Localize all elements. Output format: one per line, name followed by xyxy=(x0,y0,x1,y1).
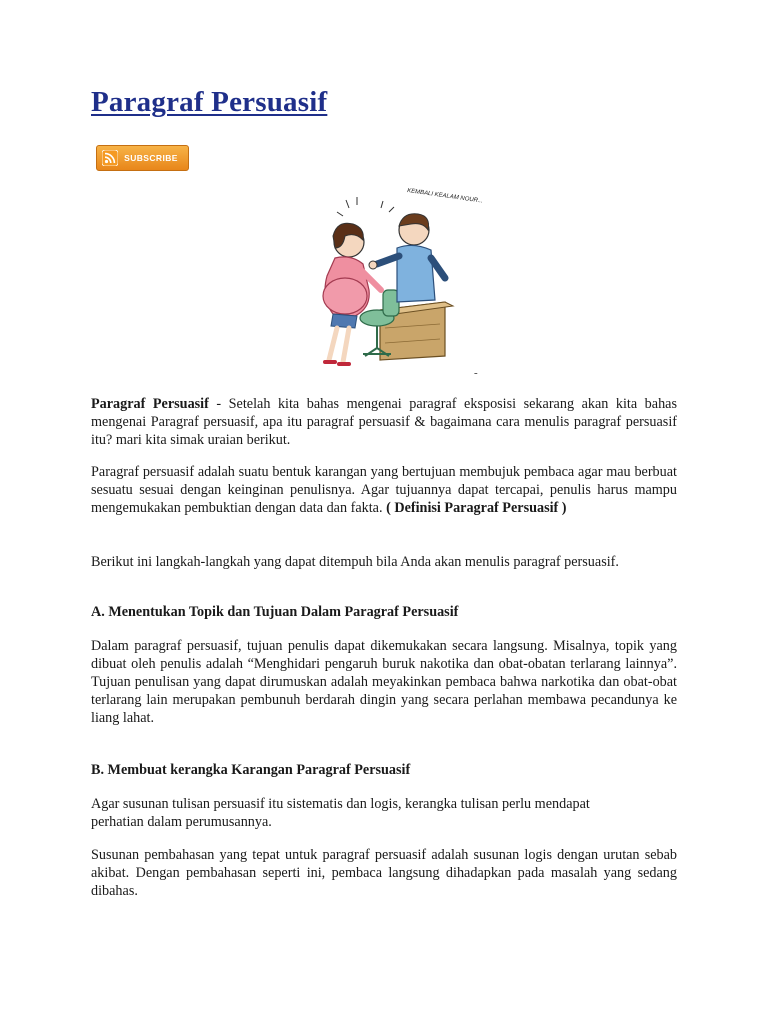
section-b-heading: B. Membuat kerangka Karangan Paragraf Persuasif xyxy=(91,762,411,778)
section-a-heading: A. Menentukan Topik dan Tujuan Dalam Paragraf Persuasif xyxy=(91,604,459,620)
intro-lead: Paragraf Persuasif xyxy=(91,396,209,412)
section-b-body-1 xyxy=(91,795,677,831)
definition-link[interactable]: ( Definisi Paragraf Persuasif ) xyxy=(386,500,567,516)
intro-separator: - xyxy=(208,396,229,412)
intro-text: Setelah kita bahas mengenai paragraf eksposisi sekarang akan kita bahas mengenai Paragraf persuasif, apa itu paragraf persuasif & bagaimana cara menulis paragraf persuasif itu? mari kita simak uraian berikut. xyxy=(91,396,677,448)
section-b-body-1-line-1: Agar susunan tulisan persuasif itu sistematis dan logis, kerangka tulisan perlu mendapat xyxy=(91,796,590,812)
image-caption: - xyxy=(474,367,478,379)
speech-bubble-text: KEMBALI KEALAM NOUR... xyxy=(406,188,484,205)
definition-paragraph xyxy=(91,463,677,517)
subscribe-label: SUBSCRIBE xyxy=(124,153,178,163)
page-title[interactable]: Paragraf Persuasif xyxy=(91,86,328,118)
section-b-body-2: Susunan pembahasan yang tepat untuk paragraf persuasif adalah susunan logis dengan urutan sebab akibat. Dengan pembahasan seperti ini, pembaca langsung dihadapkan pada masalah yang sedang dibahas. xyxy=(91,847,677,899)
definition-text: Paragraf persuasif adalah suatu bentuk karangan yang bertujuan membujuk pembaca agar mau berbuat sesuatu sesuai dengan keinginan penulisnya. Agar tujuannya dapat tercapai, penulis harus mampu mengemukakan pembuktian dengan data dan fakta. xyxy=(91,464,677,516)
subscribe-button[interactable] xyxy=(96,145,189,171)
intro-paragraph xyxy=(91,395,677,449)
section-a-body: Dalam paragraf persuasif, tujuan penulis dapat dikemukakan secara langsung. Misalnya, topik yang dibuat oleh penulis adalah “Menghidari pengaruh buruk nakotika dan obat-obatan terlarang lainnya”. Tujuan penulisan yang dapat dirumuskan adalah meyakinkan pembaca bahwa narkotika dan obat-obat terlarang lain merupakan pembunuh berdarah dingin yang secara perlahan membawa pecandunya ke liang lahat. xyxy=(91,638,677,726)
section-b-body-1-line-2: perhatian dalam perumusannya. xyxy=(91,814,272,830)
rss-icon xyxy=(102,150,118,166)
steps-intro-paragraph: Berikut ini langkah-langkah yang dapat ditempuh bila Anda akan menulis paragraf persuasif. xyxy=(91,554,619,570)
cartoon-illustration xyxy=(285,178,485,374)
